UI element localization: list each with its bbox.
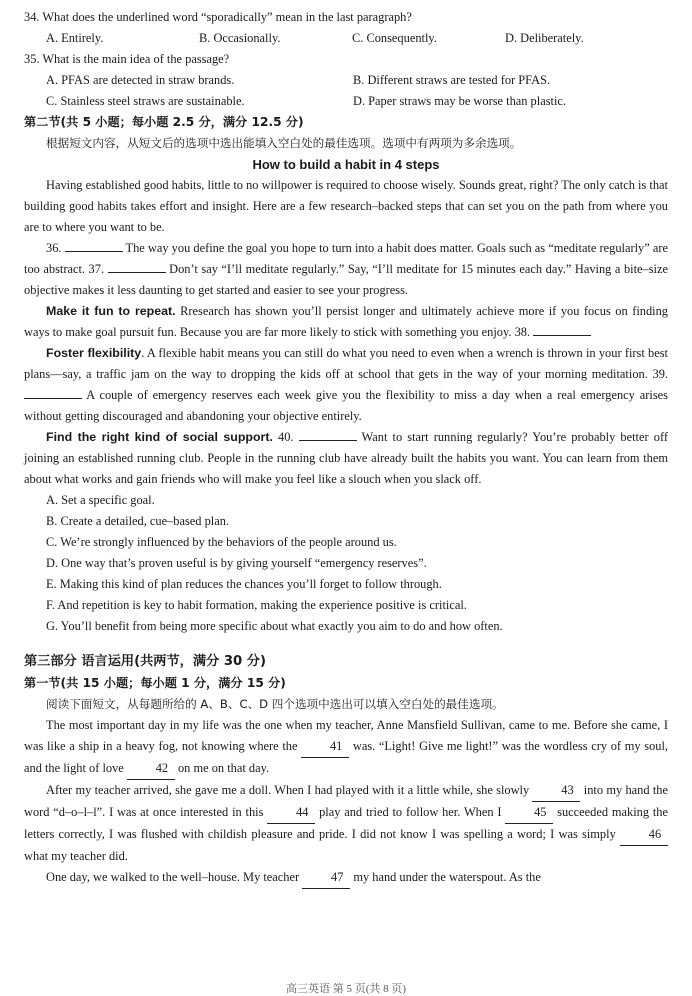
option-e[interactable]: E. Making this kind of plan reduces the chances you’ll forget to follow through. bbox=[46, 577, 442, 591]
paragraph-4-text-a: . A flexible habit means you can still do what you need to even when a wrench is thrown in your first best plans—say, a traffic jam on the way to dropping the kids off at school that gets in the way of your morning meditation. 39. bbox=[24, 346, 668, 381]
option-d[interactable]: D. Deliberately. bbox=[505, 31, 584, 45]
option-c[interactable]: C. Stainless steel straws are sustainable. bbox=[46, 94, 245, 108]
part3-instruction: 阅读下面短文，从每题所给的 A、B、C、D 四个选项中选出可以填入空白处的最佳选项。 bbox=[46, 697, 504, 711]
page-footer: 高三英语 第 5 页(共 8 页) bbox=[285, 983, 407, 995]
option-f[interactable]: F. And repetition is key to habit formation, making the experience positive is critical. bbox=[46, 598, 467, 612]
option-d[interactable]: D. One way that’s proven useful is by giving yourself “emergency reserves”. bbox=[46, 556, 427, 570]
blank-43[interactable]: 43 bbox=[532, 780, 580, 802]
option-g[interactable]: G. You’ll benefit from being more specific about what exactly you aim to do and how often. bbox=[46, 619, 503, 633]
question-35-stem: 35. What is the main idea of the passage? bbox=[24, 52, 230, 66]
paragraph-3-heading: Make it fun to repeat. bbox=[46, 304, 176, 318]
option-b[interactable]: B. Different straws are tested for PFAS. bbox=[353, 73, 551, 87]
question-34 bbox=[24, 7, 668, 49]
cloze-text: play and tried to follow her. When I bbox=[315, 805, 506, 819]
cloze-text: succeeded making the letters correctly, I was flushed with childish pleasure and pride. I did not know I was spelling a word; I was simply bbox=[24, 805, 668, 841]
blank-41[interactable]: 41 bbox=[301, 736, 349, 758]
paragraph-3-text: Rresearch has shown you’ll persist longer and ultimately achieve more if you focus on finding ways to make goal pursuit fun. Because you are far more likely to stick with something you enjoy. 38. bbox=[24, 304, 668, 339]
option-a[interactable]: A. PFAS are detected in straw brands. bbox=[46, 73, 235, 87]
passage-title: How to build a habit in 4 steps bbox=[252, 157, 440, 172]
part3-section1-heading: 第一节(共 15 小题；每小题 1 分，满分 15 分) bbox=[24, 676, 286, 690]
cloze-paragraph-2 bbox=[24, 780, 668, 867]
option-a[interactable]: A. Entirely. bbox=[46, 31, 104, 45]
blank-40[interactable] bbox=[299, 440, 357, 441]
question-34-options bbox=[24, 28, 668, 49]
section2-instruction: 根据短文内容，从短文后的选项中选出能填入空白处的最佳选项。选项中有两项为多余选项。 bbox=[46, 136, 522, 150]
paragraph-2 bbox=[24, 238, 668, 301]
question-36-number: 36. bbox=[46, 241, 62, 255]
question-35 bbox=[24, 49, 668, 112]
paragraph-5-text-b: Want to start running regularly? You’re probably better off joining an established running club. People in the running club have already built the habits you want. You can learn from them about what works and gain friends who will make you feel like a slouch when you slack off. bbox=[24, 430, 668, 486]
part3-heading: 第三部分 语言运用(共两节，满分 30 分) bbox=[24, 654, 266, 669]
question-35-options-cd bbox=[24, 91, 668, 112]
blank-42[interactable]: 42 bbox=[127, 758, 175, 780]
cloze-text: After my teacher arrived, she gave me a doll. When I had played with it a little while, she slowly bbox=[46, 783, 533, 797]
cloze-text: One day, we walked to the well–house. My teacher bbox=[46, 870, 303, 884]
blank-45[interactable]: 45 bbox=[505, 802, 553, 824]
section2-heading: 第二节(共 5 小题；每小题 2.5 分，满分 12.5 分) bbox=[24, 115, 304, 129]
paragraph-4-text-b: A couple of emergency reserves each week give you the flexibility to miss a day when a real emergency arises without getting discouraged and abandoning your objective entirely. bbox=[24, 388, 668, 423]
cloze-paragraph-1 bbox=[24, 715, 668, 780]
cloze-text: my hand under the waterspout. As the bbox=[350, 870, 541, 884]
paragraph-1: Having established good habits, little to no willpower is required to choose wisely. Sounds great, right? The only catch is that building good habits takes effort and insight. Here are a few research–backed steps that can set you on the path from where you are to where you want to be. bbox=[24, 178, 668, 234]
cloze-paragraph-3 bbox=[24, 867, 668, 889]
paragraph-4 bbox=[24, 343, 668, 427]
cloze-text: The most important day in my life was the one when my teacher, Anne Mansfield Sullivan, came to me. Before she came, I was like a ship in a heavy fog, not knowing where the bbox=[24, 718, 668, 753]
option-b[interactable]: B. Occasionally. bbox=[199, 31, 281, 45]
cloze-text: was. “Light! Give me light!” was the wordless cry of my soul, and the light of love bbox=[24, 739, 669, 775]
cloze-text: what my teacher did. bbox=[24, 849, 128, 863]
question-35-options-ab bbox=[24, 70, 668, 91]
option-c[interactable]: C. Consequently. bbox=[352, 31, 437, 45]
blank-46[interactable]: 46 bbox=[620, 824, 668, 846]
paragraph-2-text-b: Don’t say “I’ll meditate regularly.” Say, “I’ll meditate for 15 minutes each day.” Having a bite–size objective makes it less daunting to get started and easier to see your progress. bbox=[24, 262, 668, 297]
paragraph-5-heading: Find the right kind of social support. bbox=[46, 430, 273, 444]
paragraph-3 bbox=[24, 301, 668, 343]
blank-36[interactable] bbox=[65, 251, 123, 252]
option-a[interactable]: A. Set a specific goal. bbox=[46, 493, 155, 507]
option-c[interactable]: C. We’re strongly influenced by the behaviors of the people around us. bbox=[46, 535, 397, 549]
blank-39[interactable] bbox=[24, 398, 82, 399]
question-34-stem: 34. What does the underlined word “sporadically” mean in the last paragraph? bbox=[24, 10, 412, 24]
paragraph-2-text-a: The way you define the goal you hope to turn into a habit does matter. Goals such as “meditate regularly” are too abstract. 37. bbox=[24, 241, 668, 276]
paragraph-4-heading: Foster flexibility bbox=[46, 346, 142, 360]
blank-38[interactable] bbox=[533, 335, 591, 336]
blank-44[interactable]: 44 bbox=[267, 802, 315, 824]
paragraph-5-text-a: 40. bbox=[272, 430, 299, 444]
option-d[interactable]: D. Paper straws may be worse than plastic. bbox=[353, 94, 566, 108]
paragraph-5 bbox=[24, 427, 668, 490]
seven-choose-five-options bbox=[24, 490, 668, 637]
cloze-text: on me on that day. bbox=[174, 761, 270, 775]
blank-47[interactable]: 47 bbox=[302, 867, 350, 889]
option-b[interactable]: B. Create a detailed, cue–based plan. bbox=[46, 514, 230, 528]
blank-37[interactable] bbox=[108, 272, 166, 273]
cloze-text: into my hand the word “d–o–l–l”. I was at once interested in this bbox=[24, 783, 668, 819]
